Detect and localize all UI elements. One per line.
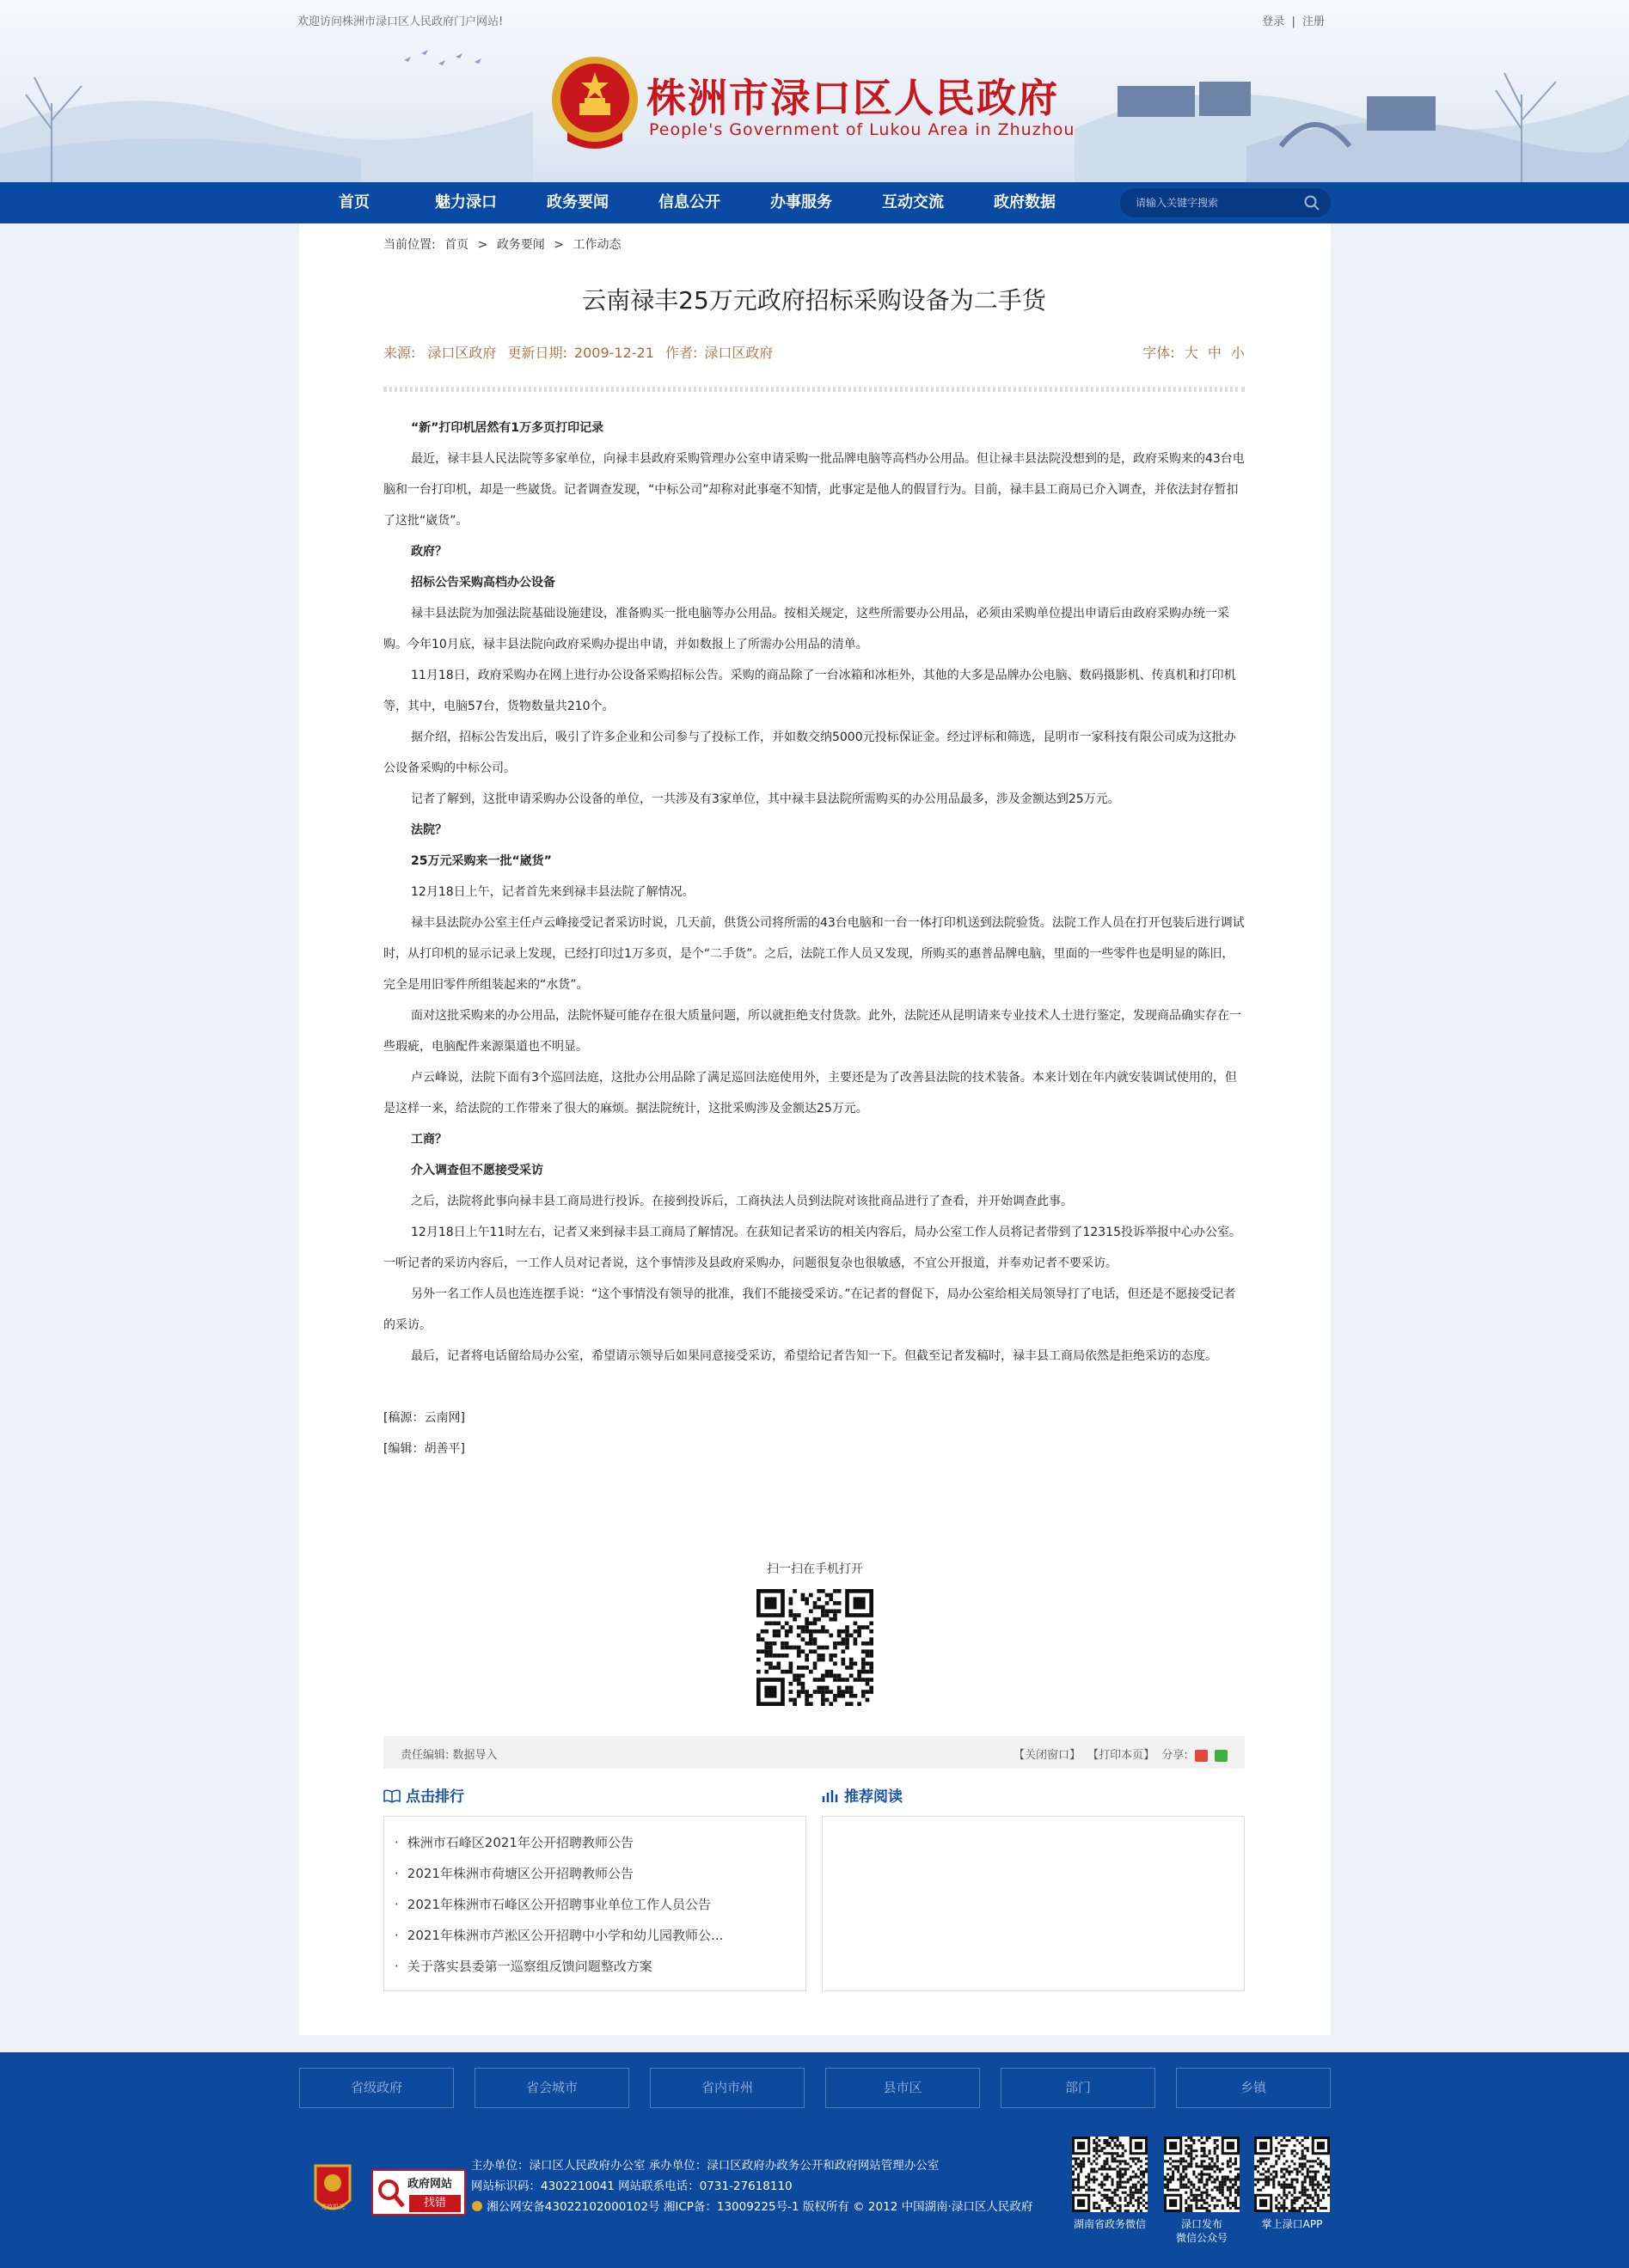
qr-code-icon (756, 1589, 873, 1706)
font-medium-button[interactable]: 中 (1207, 345, 1222, 361)
footer-link-province[interactable]: 省级政府 (299, 2068, 454, 2108)
search-box (1120, 188, 1331, 217)
article-paragraph: 卢云峰说，法院下面有3个巡回法庭，这批办公用品除了满足巡回法庭使用外，主要还是为了改善县法院的技术装备。本来计划在年内就安装调试使用的，但是这样一来，给法院的工作带来了很大的麻烦。据法院统计，这批采购涉及金额达25万元。 (383, 1071, 1237, 1116)
ranking-item[interactable]: · 2021年株洲市芦淞区公开招聘中小学和幼儿园教师公... (395, 1920, 805, 1951)
source-note: [稿源：云南网] (383, 1411, 465, 1425)
article-subheading: “新”打印机居然有1万多页打印记录 (411, 421, 604, 435)
link-separator: | (1291, 15, 1295, 28)
editor-label: 责任编辑: (401, 1749, 450, 1762)
breadcrumb-news[interactable]: 政务要闻 (496, 238, 545, 252)
main-content (299, 223, 1331, 2035)
source-label: 来源: (383, 345, 416, 361)
nav-item-service[interactable]: 办事服务 (770, 193, 832, 211)
welcome-text: 欢迎访问株洲市渌口区人民政府门户网站! (297, 15, 504, 28)
recommend-title: 推荐阅读 (844, 1788, 903, 1806)
article-meta (383, 342, 780, 362)
qr-code-icon (1254, 2137, 1330, 2212)
recommend-box (822, 1816, 1245, 1991)
article-subheading: 工商？ (411, 1133, 447, 1146)
search-input[interactable] (1136, 188, 1299, 217)
article-subheading: 25万元采购来一批“崴货” (411, 854, 552, 868)
article-title: 云南禄丰25万元政府招标采购设备为二手货 (582, 286, 1046, 315)
ranking-item[interactable]: · 株洲市石峰区2021年公开招聘教师公告 (395, 1827, 805, 1858)
login-links (1260, 12, 1326, 28)
article-body (383, 413, 1245, 1464)
footer-link-capital[interactable]: 省会城市 (475, 2068, 629, 2108)
nav-item-home[interactable]: 首页 (339, 193, 370, 211)
findbug-title: 政府网站 (407, 2178, 453, 2191)
article-paragraph: 最后，记者将电话留给局办公室，希望请示领导后如果同意接受采访，希望给记者告知一下。但截至记者发稿时，禄丰县工商局依然是拒绝采访的态度。 (411, 1349, 1217, 1363)
footer-link-counties[interactable]: 县市区 (825, 2068, 980, 2108)
edit-actions (1010, 1745, 1228, 1762)
qr-code-icon (1164, 2137, 1240, 2212)
article-paragraph: 12月18日上午，记者首先来到禄丰县法院了解情况。 (411, 885, 695, 899)
site-logo[interactable] (550, 55, 1083, 150)
breadcrumb-sep: > (477, 238, 488, 252)
nav-item-news[interactable]: 政务要闻 (547, 193, 609, 211)
ranking-item[interactable]: · 2021年株洲市荷塘区公开招聘教师公告 (395, 1858, 805, 1889)
article-paragraph: 据介绍，招标公告发出后，吸引了许多企业和公司参与了投标工作，并如数交纳5000元投标保证金。经过评标和筛选，昆明市一家科技有限公司成为这批办公设备采购的中标公司。 (383, 731, 1236, 775)
article-subheading: 政府？ (411, 545, 447, 559)
main-nav (0, 182, 1629, 223)
ranking-header (383, 1784, 464, 1806)
article-paragraph: 11月18日，政府采购办在网上进行办公设备采购招标公告。采购的商品除了一台冰箱和冰柜外，其他的大多是品牌办公电脑、数码摄影机、传真机和打印机等，其中，电脑57台，货物数量共210个。 (383, 669, 1236, 713)
site-subtitle: People's Government of Lukou Area in Zhuzhou (649, 120, 1075, 139)
footer-host: 主办单位：渌口区人民政府办公室 承办单位：渌口区政府办政务公开和政府网站管理办公室 (471, 2159, 940, 2173)
qr-caption: 掌上渌口APP (1261, 2218, 1323, 2230)
nav-item-interact[interactable]: 互动交流 (882, 193, 944, 211)
font-size-switcher (1137, 342, 1245, 362)
editor-note: [编辑：胡善平] (383, 1442, 465, 1456)
badge-text: 党政机关 (321, 2204, 345, 2210)
search-icon[interactable] (1303, 194, 1320, 211)
login-link[interactable]: 登录 (1262, 15, 1285, 28)
nav-item-data[interactable]: 政府数据 (994, 193, 1056, 211)
header-banner (0, 0, 1629, 182)
close-window-link[interactable]: 【关闭窗口】 (1014, 1749, 1081, 1762)
footer-link-towns[interactable]: 乡镇 (1176, 2068, 1331, 2108)
site-title: 株洲市渌口区人民政府 (646, 75, 1059, 121)
recommend-header (822, 1784, 903, 1806)
register-link[interactable]: 注册 (1301, 15, 1325, 28)
ranking-box (383, 1816, 806, 1991)
qr-hunan-wechat (1072, 2137, 1148, 2231)
qr-label: 扫一扫在手机打开 (767, 1562, 863, 1576)
print-page-link[interactable]: 【打印本页】 (1087, 1749, 1155, 1762)
ranking-list (384, 1817, 805, 1982)
qr-code-icon (1072, 2137, 1148, 2212)
date-label: 更新日期: (507, 345, 567, 361)
footer-link-cities[interactable]: 省内市州 (650, 2068, 805, 2108)
findbug-sub: 找错 (409, 2195, 461, 2212)
article-subheading: 介入调查但不愿接受采访 (411, 1164, 543, 1177)
footer-site-id: 网站标识码：4302210041 网站联系电话：0731-27618110 (471, 2179, 793, 2193)
article-paragraph: 最近，禄丰县人民法院等多家单位，向禄丰县政府采购管理办公室申请采购一批品牌电脑等高档办公用品。但让禄丰县法院没想到的是，政府采购来的43台电脑和一台打印机，却是一些崴货。记者调查发现，“中标公司”却称对此事毫不知情，此事定是他人的假冒行为。目前，禄丰县工商局已介入调查，并依法封存暂扣了这批“崴货”。 (383, 452, 1245, 528)
responsible-editor (401, 1745, 498, 1762)
weibo-share-icon[interactable] (1195, 1750, 1208, 1762)
bar-chart-icon (822, 1789, 839, 1803)
divider (383, 387, 1245, 392)
article-paragraph: 禄丰县法院为加强法院基础设施建设，准备购买一批电脑等办公用品。按相关规定，这些所需要办公用品，必须由采购单位提出申请后由政府采购办统一采购。今年10月底，禄丰县法院向政府采购办提出申请，并如数报上了所需办公用品的清单。 (383, 607, 1229, 651)
national-emblem-icon (550, 55, 640, 151)
footer (0, 2052, 1629, 2268)
book-icon (383, 1789, 401, 1803)
magnifier-icon (377, 2178, 406, 2209)
font-label: 字体: (1142, 345, 1175, 361)
article-subheading: 招标公告采购高档办公设备 (411, 576, 555, 590)
article-paragraph: 12月18日上午11时左右，记者又来到禄丰县工商局了解情况。在获知记者采访的相关内容后，局办公室工作人员将记者带到了12315投诉举报中心办公室。一听记者的采访内容后，一工作人员对记者说，这个事情涉及县政府采购办，问题很复杂也很敏感，不宜公开报道，并奉劝记者不要采访。 (383, 1226, 1241, 1270)
find-error-badge[interactable] (371, 2169, 466, 2216)
footer-icp-text: 湘公网安备43022102000102号 湘ICP备：13009225号-1 版权所有 © 2012 中国湖南·渌口区人民政府 (487, 2200, 1033, 2214)
article-paragraph: 记者了解到，这批申请采购办公设备的单位，一共涉及有3家单位，其中禄丰县法院所需购买的办公用品最多，涉及金额达到25万元。 (411, 792, 1120, 806)
share-label: 分享: (1161, 1749, 1188, 1762)
wechat-share-icon[interactable] (1215, 1750, 1228, 1762)
mobile-qr-block (299, 1560, 1331, 1706)
nav-item-charm[interactable]: 魅力渌口 (435, 193, 497, 211)
nav-item-info[interactable]: 信息公开 (658, 193, 720, 211)
article-subheading: 法院？ (411, 823, 447, 837)
ranking-item[interactable]: · 关于落实县委第一巡察组反馈问题整改方案 (395, 1951, 805, 1982)
breadcrumb-label: 当前位置: (383, 238, 436, 252)
article-paragraph: 禄丰县法院办公室主任卢云峰接受记者采访时说，几天前，供货公司将所需的43台电脑和一台一体打印机送到法院验货。法院工作人员在打开包装后进行调试时，从打印机的显示记录上发现，已经打印过1万多页，是个“二手货”。之后，法院工作人员又发现，所购买的惠普品牌电脑，里面的一些零件也是明显的陈旧，完全是用旧零件所组装起来的“水货”。 (383, 916, 1245, 992)
edit-bar (383, 1736, 1245, 1769)
breadcrumb-work[interactable]: 工作动态 (573, 238, 622, 252)
font-large-button[interactable]: 大 (1184, 345, 1198, 361)
police-badge-icon (471, 2200, 483, 2212)
spacer (383, 1372, 1245, 1403)
footer-link-departments[interactable]: 部门 (1001, 2068, 1155, 2108)
ranking-title: 点击排行 (406, 1788, 464, 1806)
qr-caption: 湖南省政务微信 (1073, 2218, 1146, 2230)
date-value: 2009-12-21 (573, 345, 654, 361)
editor-value: 数据导入 (452, 1749, 498, 1762)
source-value: 渌口区政府 (427, 345, 497, 361)
breadcrumb-home[interactable]: 首页 (444, 238, 469, 252)
breadcrumb-sep: > (554, 238, 564, 252)
footer-info (471, 2155, 1032, 2217)
qr-lukou-app (1254, 2137, 1330, 2231)
article-paragraph: 之后，法院将此事向禄丰县工商局进行投诉。在接到投诉后，工商执法人员到法院对该批商品进行了查看，并开始调查此事。 (411, 1195, 1073, 1208)
party-gov-badge-icon[interactable] (311, 2164, 354, 2217)
breadcrumb (383, 235, 626, 253)
article-paragraph: 面对这批采购来的办公用品，法院怀疑可能存在很大质量问题，所以就拒绝支付货款。此外，法院还从昆明请来专业技术人士进行鉴定，发现商品确实存在一些瑕疵，电脑配件来源渠道也不明显。 (383, 1009, 1241, 1054)
author-label: 作者: (665, 345, 698, 361)
article-paragraph: 另外一名工作人员也连连摆手说：“这个事情没有领导的批准，我们不能接受采访。”在记者的督促下，局办公室给相关局领导打了电话，但还是不愿接受记者的采访。 (383, 1287, 1236, 1332)
font-small-button[interactable]: 小 (1230, 345, 1245, 361)
footer-icp (471, 2197, 1032, 2217)
author-value: 渌口区政府 (704, 345, 774, 361)
qr-lukou-wechat (1164, 2137, 1240, 2245)
ranking-item[interactable]: · 2021年株洲市石峰区公开招聘事业单位工作人员公告 (395, 1889, 805, 1920)
qr-caption: 渌口发布 微信公众号 (1175, 2218, 1228, 2244)
